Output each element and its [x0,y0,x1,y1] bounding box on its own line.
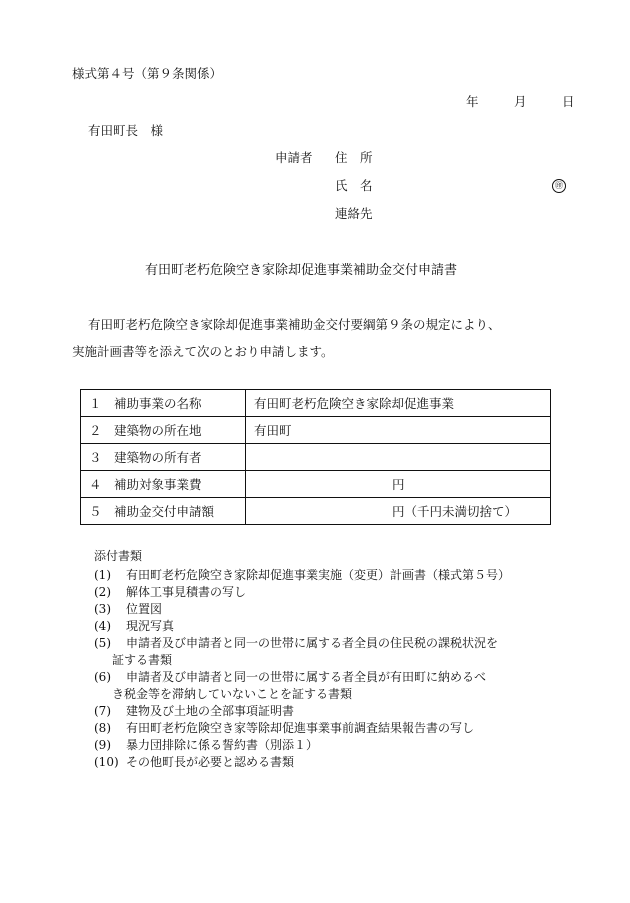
row-value: 円 [246,471,551,498]
list-item-text: 申請者及び申請者と同一の世帯に属する者全員の住民税の課税状況を [126,636,499,650]
row-value: 有田町 [246,417,551,444]
list-item [94,754,594,771]
list-item-text: 暴力団排除に係る誓約書（別添１） [126,738,319,752]
list-item [94,618,594,635]
body-line-2: 実施計画書等を添えて次のとおり申請します。 [72,344,334,359]
table-row [81,471,551,498]
table-row [81,417,551,444]
list-item-number: (7) [94,704,111,718]
list-item-text: 有田町老朽危険空き家等除却促進事業事前調査結果報告書の写し [126,721,475,735]
form-number: 様式第４号（第９条関係） [72,66,223,81]
list-item [94,720,594,737]
list-item-number: (5) [94,636,111,650]
list-item-text: 現況写真 [126,619,175,633]
list-item-text: 申請者及び申請者と同一の世帯に属する者全員が有田町に納めるべ [126,670,487,684]
table-row [81,444,551,471]
list-item-text: 位置図 [126,602,163,616]
list-item [94,567,594,584]
list-item [94,601,594,618]
row-label: ４ 補助対象事業費 [81,471,246,498]
list-item [94,737,594,754]
row-label: １ 補助事業の名称 [81,390,246,417]
list-item-number: (2) [94,585,111,599]
list-item-number: (6) [94,670,111,684]
attachments-list [94,567,594,771]
list-item-number: (9) [94,738,111,752]
row-value [246,444,551,471]
list-item-text: 有田町老朽危険空き家除却促進事業実施（変更）計画書（様式第５号） [126,568,511,582]
name-label: 氏 名 [335,178,373,193]
date-day-label: 日 [562,94,575,109]
list-item-number: (3) [94,602,111,616]
list-item [94,635,594,669]
address-label: 住 所 [335,150,373,165]
attachments-section [94,547,594,771]
list-item-number: (1) [94,568,111,582]
document-title: 有田町老朽危険空き家除却促進事業補助金交付申請書 [145,263,458,278]
contact-label: 連絡先 [335,206,373,221]
list-item-number: (10) [94,755,119,769]
date-year-label: 年 [466,94,479,109]
list-item [94,669,594,703]
list-item-number: (8) [94,721,111,735]
addressee: 有田町長 様 [88,123,164,138]
body-line-1: 有田町老朽危険空き家除却促進事業補助金交付要綱第９条の規定により、 [88,317,501,332]
list-item-text: その他町長が必要と認める書類 [126,755,295,769]
applicant-label: 申請者 [275,150,313,165]
table-row [81,498,551,525]
row-label: ２ 建築物の所在地 [81,417,246,444]
list-item-number: (4) [94,619,111,633]
row-label: ５ 補助金交付申請額 [81,498,246,525]
list-item-continuation: き税金等を滞納していないことを証する書類 [112,687,353,701]
list-item-continuation: 証する書類 [112,653,173,667]
list-item [94,584,594,601]
attachments-title: 添付書類 [94,549,143,563]
list-item-text: 解体工事見積書の写し [126,585,247,599]
list-item [94,703,594,720]
row-value: 有田町老朽危険空き家除却促進事業 [246,390,551,417]
seal-icon: ㊞ [552,179,566,193]
seal-mark [552,176,566,193]
row-value: 円（千円未満切捨て） [246,498,551,525]
date-month-label: 月 [514,94,527,109]
application-table [80,389,551,525]
table-row [81,390,551,417]
row-label: ３ 建築物の所有者 [81,444,246,471]
list-item-text: 建物及び土地の全部事項証明書 [126,704,295,718]
